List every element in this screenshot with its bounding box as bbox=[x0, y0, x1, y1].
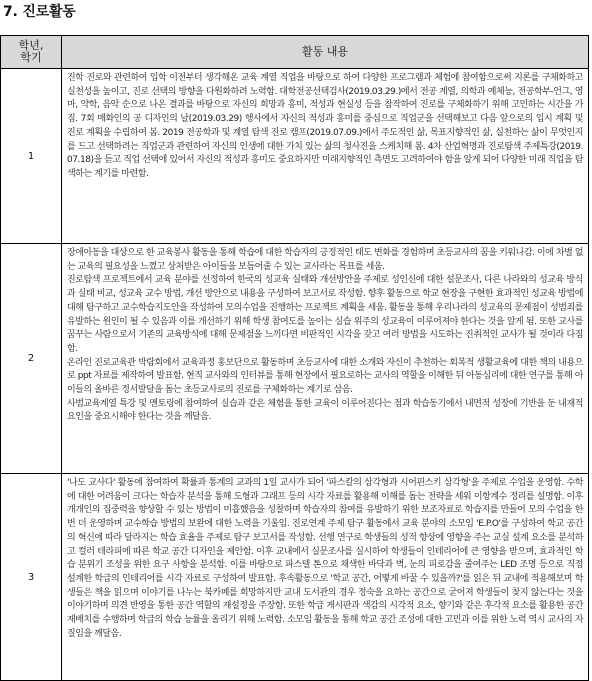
header-year bbox=[1, 36, 62, 69]
row-content bbox=[62, 474, 589, 681]
table-row bbox=[1, 474, 589, 681]
header-year-line: 학기 bbox=[20, 51, 42, 64]
content-paragraph: 사범교육계열 특강 및 멘토링에 참여하여 실습과 같은 체험을 통한 교육이 이루어진다는 점과 학습동기에서 내면적 성장에 기반을 둔 내재적 요인을 중요시해야 한다는 것을 깨달음. bbox=[67, 398, 583, 423]
header-year-line: 학년, bbox=[18, 39, 44, 52]
table-header-row bbox=[1, 36, 589, 69]
activity-table bbox=[0, 35, 589, 681]
row-year: 1 bbox=[1, 69, 62, 244]
row-year: 2 bbox=[1, 244, 62, 474]
content-paragraph: '나도 교사다' 활동에 참여하여 확률과 통계의 교과의 1일 교사가 되어 '파스칼의 삼각형과 시어핀스키 삼각형'을 주제로 수업을 운영함. 수학에 대한 어려움이 크다는 학습자 분석을 통해 도형과 그래프 등의 시각 자료를 활용해 이해를 돕는 전략을 세워 이항계수 정리를 설명함. 이후 개개인의 집중력을 향상할 수 있는 방법이 미흡했음을 성찰하며 학습자의 참여를 유발하기 위한 보조자료로 학습지를 만들어 모의 수업을 한 번 더 운영하며 교수학습 방법의 보완에 대한 노력을 기울임. 진로연계 주제 탐구 활동에서 교육 분야의 소모임 'E.P.O'를 구성하여 학교 공간의 혁신에 따라 달라지는 학습 효율을 주제로 탐구 보고서를 작성함. 선행 연구로 학생들의 성적 향상에 영향을 주는 교실 설계 요소를 분석하고 컬러 테라피에 따른 학교 공간 디자인을 제안함. 이후 교내에서 실문조사를 실시하여 학생들이 인테리어에 큰 영향을 받으며, 효과적인 학습 분위기 조성을 위한 요구 사항을 분석함. 이를 바탕으로 파스텔 톤으로 채색한 바닥과 벽, 눈의 피로감을 줄여주는 LED 조명 등으로 직접 설계한 학급의 인테리어를 시각 자료로 구성하여 발표함. 후속활동으로 '학교 공간, 어떻게 바꿀 수 있을까?'를 읽은 뒤 교내에 적용해보며 학생들은 책을 읽으며 이야기를 나누는 북카페를 희망하지만 교내 도서관의 경우 정숙을 요하는 공간으로 굳어져 학생들이 찾지 않는다는 것을 이야기하며 의견 반영을 통한 공간 역할의 재설정을 주장함. 또한 학급 게시판과 색감의 시각적 요소, 향기와 같은 후각적 요소를 활용한 공간 재배치를 수행하며 학급의 학습 능률을 올리기 위해 노력함. 소모임 활동을 통해 학교 공간 조성에 대한 고민과 이를 위한 노력 역시 교사의 자질임을 깨달음. bbox=[67, 478, 583, 639]
row-year: 3 bbox=[1, 474, 62, 681]
row-content bbox=[62, 69, 589, 244]
content-paragraph: 온라인 진로교육관 박람회에서 교육과정 홍보단으로 활동하며 초등교사에 대한 소개와 자신이 추천하는 회복적 생활교육에 대한 책의 내용으로 ppt 자료를 제작하여 발표함. 현직 교사와의 인터뷰를 통해 현장에서 필요로하는 교사의 역할을 이해한 뒤 아동심리에 대한 연구를 통해 아이들의 올바른 정서발달을 돕는 초등교사로의 진로를 구체화하는 계기로 삼음. bbox=[67, 357, 583, 396]
content-paragraph: 진로탐색 프로젝트에서 교육 분야를 선정하여 한국의 성교육 실태와 개선방안을 주제로 성인신에 대한 설문조사, 다른 나라와의 성교육 방식과 실태 비교, 성교육 교수 방법, 개선 방안으로 내용을 구성하여 보고서로 작성함. 향후 활동으로 학교 현장을 구현한 효과적인 성교육 방법에 대해 탐구하고 교수학습지도안을 작성하여 모의수업을 진행하는 프로젝트 계획을 세움. 활동을 통해 우리나라의 성교육의 문제점이 성범죄를 유발하는 원인이 될 수 있음과 이를 개선하기 위해 학생 참여도를 높이는 실습 위주의 성교육이 이루어져야 한다는 것을 알게 됨. 또한 교사를 꿈꾸는 사람으로서 기존의 교육방식에 대해 문제점을 느끼다면 비판적인 시각을 갖고 여러 방법을 시도하는 진취적인 교사가 될 것이라 다짐함. bbox=[67, 275, 583, 354]
content-paragraph: 장애아동을 대상으로 한 교육봉사 활동을 통해 학습에 대한 학습자의 긍정적인 태도 변화를 경험하며 초등교사의 꿈을 키워나감. 이에 차별 없는 교육의 필요성을 느꼈고 상처받은 아이들을 보듬어줄 수 있는 교사라는 목표를 세움. bbox=[67, 248, 583, 272]
header-content: 활동 내용 bbox=[62, 36, 589, 69]
content-paragraph: 진학 진로와 관련하여 입학 이전부터 생각해온 교육 계열 직업을 바탕으로 하여 다양한 프로그램과 체험에 참여함으로써 지론를 구체화하고 실천성을 높이고, 진로 선택의 방향을 다원화하려 노력함. 대학전공선택검사(2019.03.29.)에서 전공 계열, 의학과 예체능, 전공학부-언그, 영마, 약학, 음악 순으로 나온 결과를 바탕으로 자신의 희망과 흥미, 적성과 현실성 등을 참작하여 진로를 구체화하기 위해 고민하는 시간을 가짐. 7회 매화인의 공 디자인의 날(2019.03.29) 행사에서 자신의 적성과 흥미를 중심으로 직업군을 선택해보고 다음 앞으로의 입시 계획 및 진로 계획을 수립하여 봄. 2019 전공학과 및 계열 탐색 진로 캠프(2019.07.09.)에서 주도적인 삶, 목표지향적인 삶, 실천하는 삶이 무엇인지를 드고 선택하려는 직업군과 관련하여 자신의 인생에 대한 가치 있는 삶의 청사진을 스케치해 봄. 4차 산업혁명과 진로탐색 주제특강(2019.07.18)을 듣고 직업 선택에 있어서 자신의 적성과 흥미도 중요하지만 미래지향적인 측면도 고려하여야 함을 알게 되어 다양한 미래 직업을 탐색하는 계기를 마련함. bbox=[67, 73, 583, 179]
table-row bbox=[1, 69, 589, 244]
row-content bbox=[62, 244, 589, 474]
table-row bbox=[1, 244, 589, 474]
section-title: 7. 진로활동 bbox=[3, 4, 76, 20]
